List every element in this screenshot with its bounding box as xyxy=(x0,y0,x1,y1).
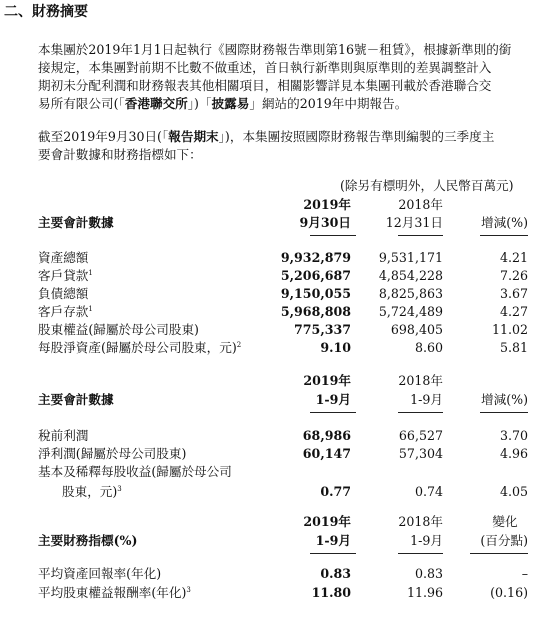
t1-col2-rule xyxy=(398,235,443,236)
t1-col2-header-date: 12月31日 xyxy=(385,215,443,230)
t1-row-value-2019: 9.10 xyxy=(320,340,351,355)
t2-row-label: 稅前利潤 xyxy=(38,428,89,443)
t1-col1-header-year: 2019年 xyxy=(303,197,351,212)
t2-header-label: 主要會計數據 xyxy=(38,392,114,407)
t2-eps-value-2018: 0.74 xyxy=(414,484,443,499)
hkex-term: 香港聯交所 xyxy=(124,96,188,111)
t1-header-label: 主要會計數據 xyxy=(38,215,114,230)
t3-col1-header-period: 1-9月 xyxy=(315,533,351,548)
t1-row-value-2019: 9,150,055 xyxy=(280,286,351,301)
footnote-mark: 1 xyxy=(88,305,93,313)
t3-row-change: (0.16) xyxy=(490,585,528,600)
t1-row-change: 7.26 xyxy=(499,268,528,283)
summary-line: 要會計數據和財務指標如下： xyxy=(38,147,202,162)
intro-paragraph xyxy=(38,41,538,113)
t2-eps-value-2019: 0.77 xyxy=(320,484,351,499)
footnote-mark: 1 xyxy=(88,269,93,277)
footnote-mark: 2 xyxy=(236,341,242,349)
t2-col3-header: 增減(%) xyxy=(481,392,528,407)
t1-col1-rule xyxy=(310,235,356,236)
t1-col1-header-date: 9月30日 xyxy=(299,215,351,230)
t3-col3-header-line2: (百分點) xyxy=(480,533,528,548)
footnote-mark: 3 xyxy=(186,586,191,594)
t2-eps-change: 4.05 xyxy=(499,484,528,499)
t1-row-value-2019: 9,932,879 xyxy=(280,250,351,265)
t1-col3-header: 增減(%) xyxy=(481,215,528,230)
t2-row-value-2018: 57,304 xyxy=(398,446,443,461)
t2-col1-header-year: 2019年 xyxy=(303,373,351,388)
t1-row-value-2018: 5,724,489 xyxy=(378,304,443,319)
t2-row-change: 3.70 xyxy=(499,428,528,443)
t1-row-value-2018: 4,854,228 xyxy=(378,268,443,283)
hkexnews-term: 披露易 xyxy=(211,96,250,111)
t3-row-value-2018: 11.96 xyxy=(406,585,443,600)
t3-row-value-2019: 11.80 xyxy=(311,585,351,600)
t2-row-change: 4.96 xyxy=(499,446,528,461)
intro-line: 本集團於2019年1月1日起執行《國際財務報告準則第16號－租賃》，根據新準則的銜 xyxy=(38,42,512,57)
t3-row-change: – xyxy=(521,566,528,581)
t2-col1-rule xyxy=(310,412,356,413)
t1-row-value-2018: 8,825,863 xyxy=(378,286,443,301)
intro-line: 易所有限公司(「香港聯交所」)「披露易」網站的2019年中期報告。 xyxy=(38,96,408,111)
t3-col3-rule xyxy=(470,553,528,554)
summary-paragraph xyxy=(38,128,538,164)
t3-col1-rule xyxy=(310,553,356,554)
t1-row-value-2019: 5,968,808 xyxy=(280,304,351,319)
t1-row-label: 客戶存款$^1$ xyxy=(38,304,93,319)
section-title: 二、財務摘要 xyxy=(4,4,88,20)
t3-col2-rule xyxy=(398,553,443,554)
t2-row-label: 淨利潤(歸屬於母公司股東) xyxy=(38,446,187,461)
t3-header-label: 主要財務指標(%) xyxy=(38,533,138,548)
t2-row-value-2019: 68,986 xyxy=(302,428,351,443)
t1-row-value-2018: 9,531,171 xyxy=(378,250,443,265)
t2-row-value-2019: 60,147 xyxy=(302,446,351,461)
t1-row-label: 負債總額 xyxy=(38,286,89,301)
intro-line: 期初未分配利潤和財務報表其他相關項目，相關影響詳見本集團刊載於香港聯合交 xyxy=(38,78,492,93)
t1-row-label: 股東權益(歸屬於母公司股東) xyxy=(38,322,199,337)
unit-note: (除另有標明外，人民幣百萬元) xyxy=(340,178,514,193)
t1-row-value-2019: 5,206,687 xyxy=(280,268,351,283)
t2-col1-header-period: 1-9月 xyxy=(315,392,351,407)
intro-line: 接規定，本集團對前期不比數不做重述，首日執行新準則與原準則的差異調整計入 xyxy=(38,60,492,75)
t1-row-change: 4.27 xyxy=(499,304,528,319)
t2-row-value-2018: 66,527 xyxy=(398,428,443,443)
t3-row-label: 平均股東權益報酬率(年化)$^3$ xyxy=(38,585,191,600)
t3-col2-header-period: 1-9月 xyxy=(410,533,443,548)
t3-row-label: 平均資產回報率(年化) xyxy=(38,566,162,581)
t1-row-label: 每股淨資產(歸屬於母公司股東，元)$^2$ xyxy=(38,340,242,355)
t2-col2-header-period: 1-9月 xyxy=(410,392,443,407)
t1-row-label: 資產總額 xyxy=(38,250,89,265)
t1-col3-rule xyxy=(480,235,528,236)
t1-row-value-2018: 698,405 xyxy=(390,322,443,337)
t3-row-value-2018: 0.83 xyxy=(414,566,443,581)
t1-row-change: 5.81 xyxy=(499,340,528,355)
t3-col2-header-year: 2018年 xyxy=(398,514,443,529)
summary-line: 截至2019年9月30日(「報告期末」)，本集團按照國際財務報告準則編製的三季度主 xyxy=(38,129,495,144)
t1-col2-header-year: 2018年 xyxy=(398,197,443,212)
t1-row-value-2019: 775,337 xyxy=(294,322,351,337)
reporting-period-term: 報告期末 xyxy=(168,129,219,144)
t3-col1-header-year: 2019年 xyxy=(303,514,351,529)
t3-col3-header-line1: 變化 xyxy=(492,514,518,529)
t3-row-value-2019: 0.83 xyxy=(320,566,351,581)
t2-eps-label-line1: 基本及稀釋每股收益(歸屬於母公司 xyxy=(38,464,232,479)
t2-col3-rule xyxy=(480,412,528,413)
t1-row-change: 11.02 xyxy=(491,322,528,337)
t1-row-change: 4.21 xyxy=(499,250,528,265)
t2-col2-rule xyxy=(398,412,443,413)
footnote-mark: 3 xyxy=(117,485,122,493)
t1-row-value-2018: 8.60 xyxy=(414,340,443,355)
t1-row-label: 客戶貸款$^1$ xyxy=(38,268,93,283)
t2-eps-label-line2: 股東，元)$^3$ xyxy=(62,484,122,499)
t1-row-change: 3.67 xyxy=(499,286,528,301)
t2-col2-header-year: 2018年 xyxy=(398,373,443,388)
